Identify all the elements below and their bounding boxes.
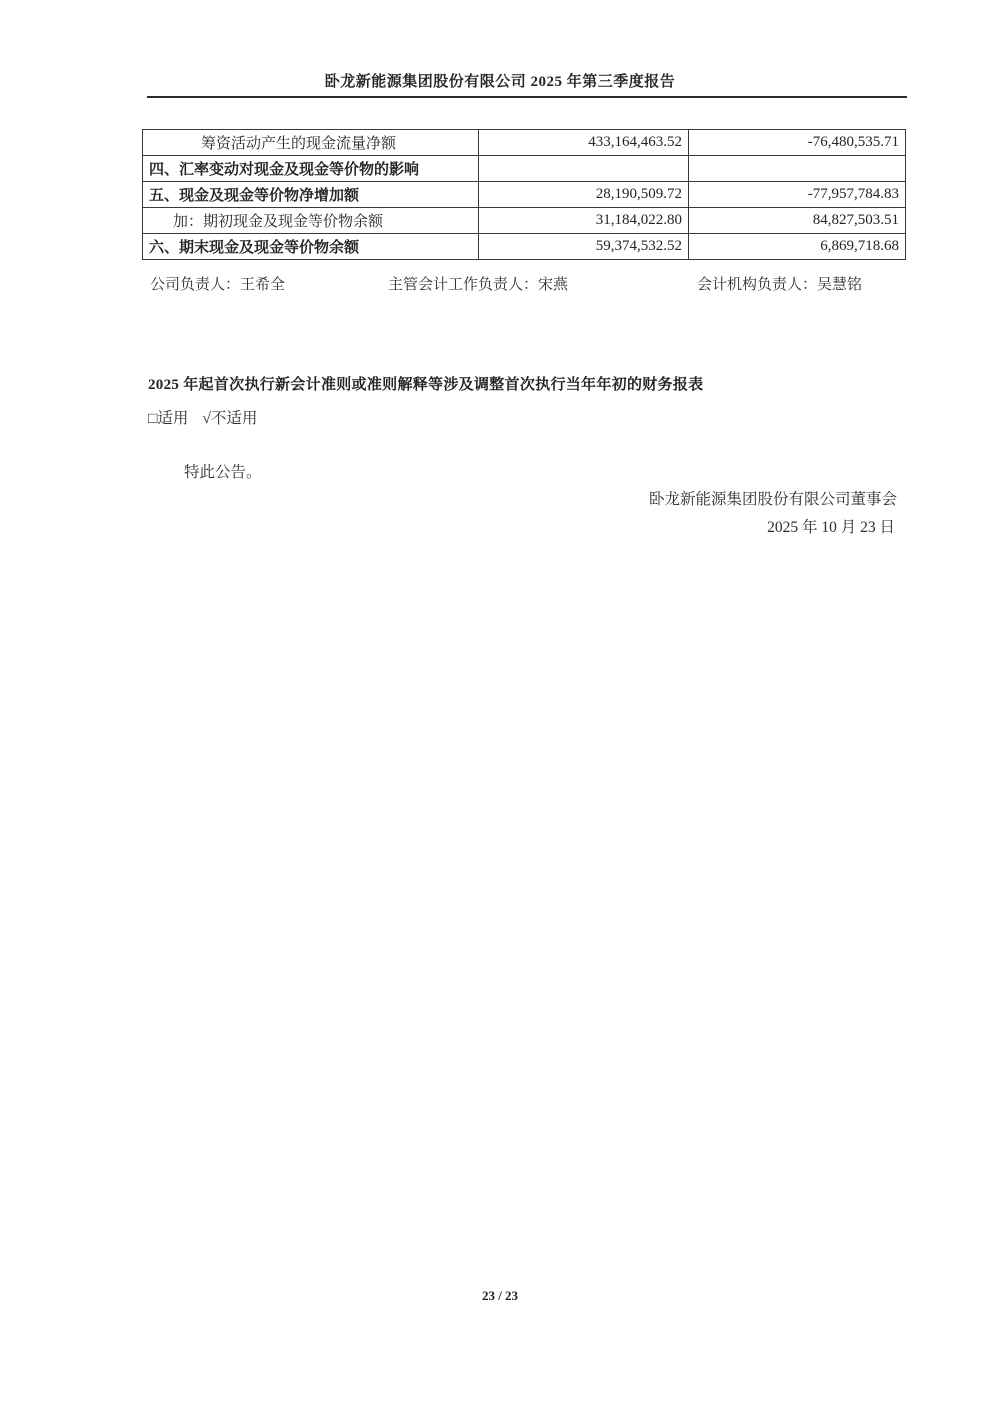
announcement-date: 2025 年 10 月 23 日	[767, 519, 895, 536]
row-prior-value: -77,957,784.83	[689, 182, 906, 208]
not-applicable-checked-option: √不适用	[202, 410, 258, 427]
row-current-value: 433,164,463.52	[479, 130, 689, 156]
applicability-line	[148, 406, 257, 428]
row-current-value: 28,190,509.72	[479, 182, 689, 208]
row-prior-value: -76,480,535.71	[689, 130, 906, 156]
header-divider	[147, 96, 907, 98]
report-header-title: 卧龙新能源集团股份有限公司 2025 年第三季度报告	[324, 74, 676, 90]
cash-flow-table	[142, 129, 906, 260]
announcement-notice: 特此公告。	[184, 464, 262, 481]
table-row	[143, 234, 906, 260]
table-row	[143, 130, 906, 156]
page-number: 23 / 23	[481, 1288, 519, 1303]
row-current-value	[479, 156, 689, 182]
row-label: 筹资活动产生的现金流量净额	[143, 130, 479, 156]
section-heading: 2025 年起首次执行新会计准则或准则解释等涉及调整首次执行当年年初的财务报表	[148, 377, 704, 393]
row-label: 四、汇率变动对现金及现金等价物的影响	[143, 156, 479, 182]
applicable-checkbox-option: □适用	[148, 410, 189, 427]
company-head-signature: 公司负责人：王希全	[150, 277, 286, 293]
row-label: 六、期末现金及现金等价物余额	[143, 234, 479, 260]
row-prior-value	[689, 156, 906, 182]
row-label: 加：期初现金及现金等价物余额	[143, 208, 479, 234]
row-prior-value: 84,827,503.51	[689, 208, 906, 234]
signatures-line	[142, 273, 905, 295]
accounting-dept-head-signature: 会计机构负责人：吴慧铭	[697, 277, 863, 293]
table-row	[143, 182, 906, 208]
row-current-value: 31,184,022.80	[479, 208, 689, 234]
chief-accountant-signature: 主管会计工作负责人：宋燕	[388, 277, 569, 293]
table-row	[143, 156, 906, 182]
row-prior-value: 6,869,718.68	[689, 234, 906, 260]
board-signature: 卧龙新能源集团股份有限公司董事会	[648, 491, 897, 508]
row-current-value: 59,374,532.52	[479, 234, 689, 260]
row-label: 五、现金及现金等价物净增加额	[143, 182, 479, 208]
table-row	[143, 208, 906, 234]
